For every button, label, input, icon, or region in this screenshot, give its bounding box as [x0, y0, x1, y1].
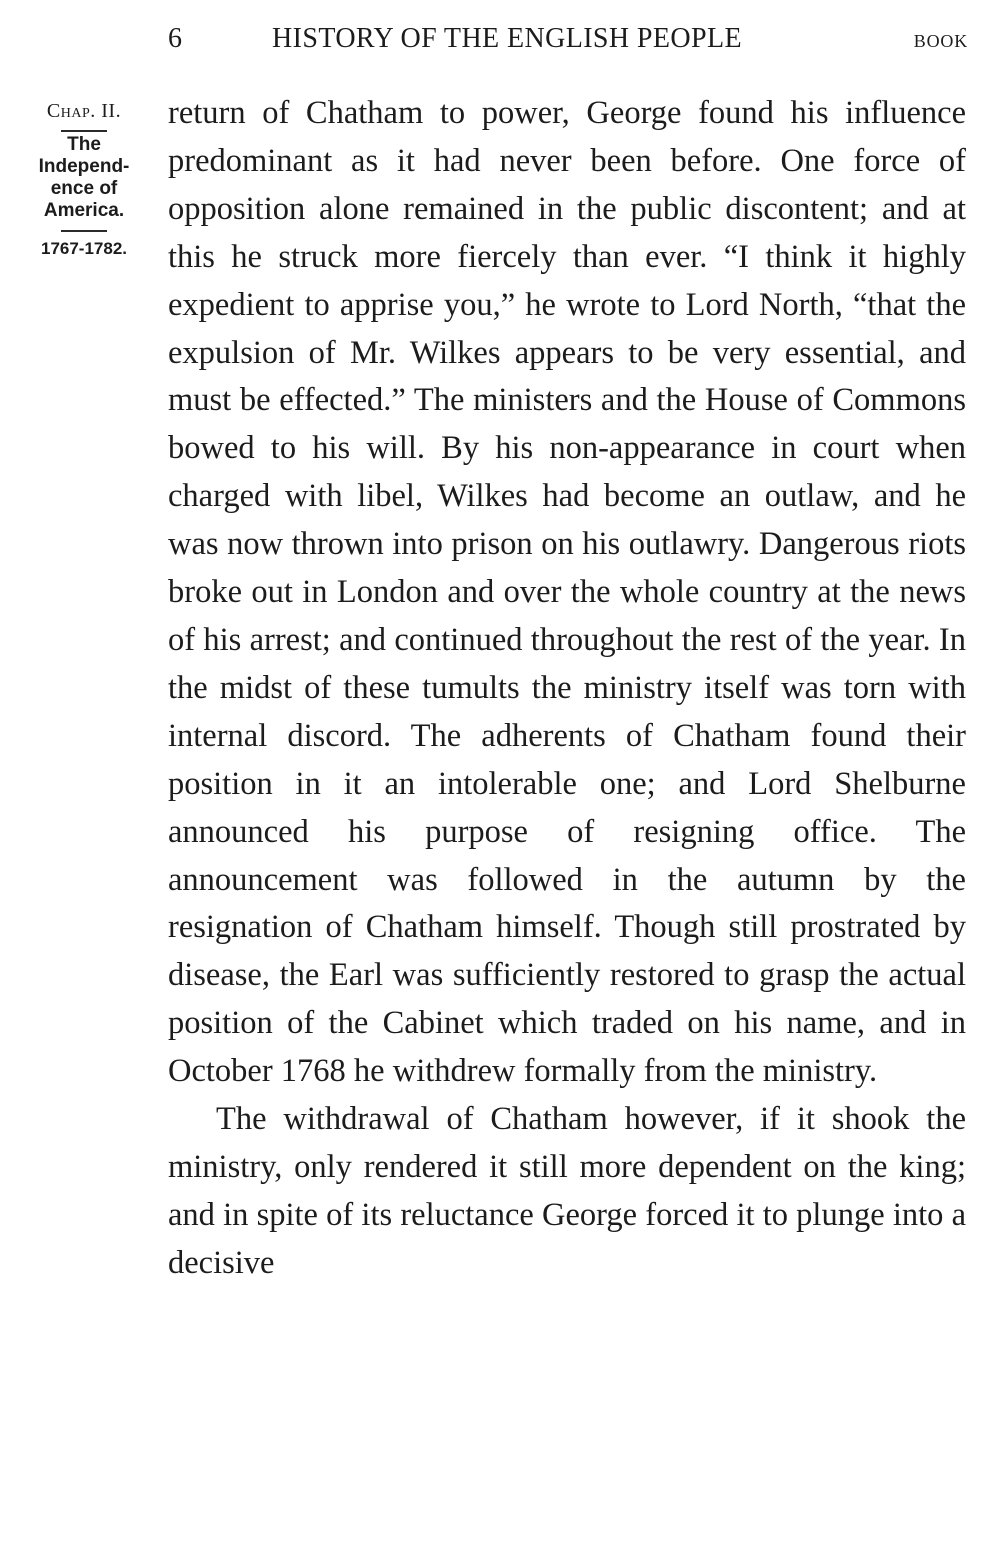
body-text — [168, 90, 966, 1288]
book-label: BOOK — [913, 31, 968, 51]
chapter-label: Chap. II. — [46, 100, 122, 122]
margin-note — [10, 98, 158, 260]
margin-topic-line: America. — [43, 200, 125, 221]
margin-topic — [10, 134, 158, 222]
margin-topic-line: ence of — [50, 178, 118, 199]
running-title: HISTORY OF THE ENGLISH PEOPLE — [272, 23, 743, 54]
page-number: 6 — [168, 23, 182, 54]
margin-years: 1767-1782. — [40, 239, 128, 258]
margin-rule-mid — [61, 230, 107, 232]
body-paragraph-2: The withdrawal of Chatham however, if it shook the ministry, only rendered it still more dependent on the king; and in spite of its reluctance George forced it to plunge into a decisive — [168, 1101, 966, 1281]
margin-topic-line: Independ- — [38, 156, 130, 177]
body-paragraph-1: return of Chatham to power, George found his influence predominant as it had never been before. One force of opposition alone remained in the public discontent; and at this he struck more fiercely than ever. “I think it highly expedient to apprise you,” he wrote to Lord North, “that the expulsion of Mr. Wilkes appears to be very essential, and must be effected.” The ministers and the House of Commons bowed to his will. By his non-appearance in court when charged with libel, Wilkes had become an outlaw, and he was now thrown into prison on his outlawry. Dangerous riots broke out in London and over the whole country at the news of his arrest; and continued throughout the rest of the year. In the midst of these tumults the ministry itself was torn with internal discord. The adherents of Chatham found their position in it an intolerable one; and Lord Shelburne announced his purpose of resigning office. The announcement was followed in the autumn by the resignation of Chatham himself. Though still prostrated by disease, the Earl was sufficiently restored to grasp the actual position of the Cabinet which traded on his name, and in October 1768 he withdrew formally from the ministry. — [168, 95, 966, 1090]
margin-rule-top — [61, 130, 107, 132]
margin-topic-line: The — [67, 134, 101, 155]
